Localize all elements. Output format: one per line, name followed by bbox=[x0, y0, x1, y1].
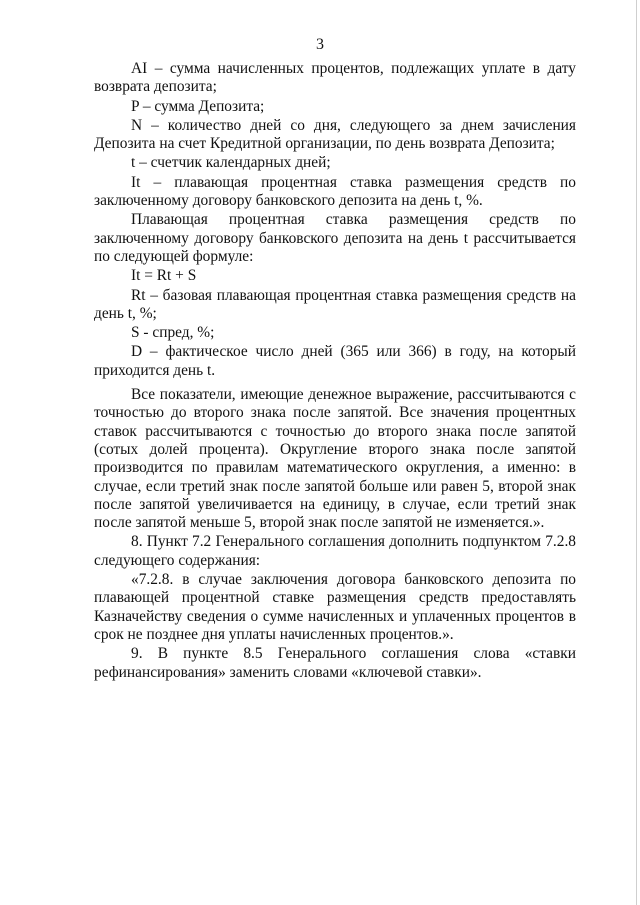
paragraph-t-definition: t – счетчик календарных дней; bbox=[131, 154, 331, 172]
paragraph-ai-definition: AI – сумма начисленных процентов, подлежащих уплате в дату возврата депозита; bbox=[94, 60, 576, 96]
paragraph-rt-definition: Rt – базовая плавающая процентная ставка размещения средств на день t, %; bbox=[94, 286, 576, 322]
paragraph-d-definition: D – фактическое число дней (365 или 366) в году, на который приходится день t. bbox=[94, 343, 576, 379]
paragraph-p-definition: P – сумма Депозита; bbox=[131, 97, 265, 115]
paragraph-item-8: 8. Пункт 7.2 Генерального соглашения дополнить подпунктом 7.2.8 следующего содержания: bbox=[94, 533, 576, 569]
page-edge bbox=[636, 0, 637, 905]
paragraph-rate-intro: Плавающая процентная ставка размещения средств по заключенному договору банковского депозита на день t рассчитывается по следующей формуле: bbox=[94, 211, 576, 265]
document-body bbox=[94, 60, 576, 682]
page-number: 3 bbox=[316, 36, 324, 53]
paragraph-n-definition: N – количество дней со дня, следующего за днем зачисления Депозита на счет Кредитной организации, по день возврата Депозита; bbox=[94, 116, 576, 153]
paragraph-rounding-rules: Все показатели, имеющие денежное выражение, рассчитываются с точностью до второго знака после запятой. Все значения процентных ставок рассчитываются с точностью до второго знака после запятой (сотых долей процента). Округление второго знака после запятой производится по правилам математического округления, а именно: в случае, если третий знак после запятой больше или равен 5, второй знак после запятой увеличивается на единицу, в случае, если третий знак после запятой меньше 5, второй знак после запятой не изменяется.». bbox=[94, 386, 576, 532]
paragraph-s-definition: S - спред, %; bbox=[131, 324, 215, 342]
paragraph-it-definition: It – плавающая процентная ставка размещения средств по заключенному договору банковского депозита на день t, %. bbox=[94, 173, 576, 210]
paragraph-item-7-2-8: «7.2.8. в случае заключения договора банковского депозита по плавающей процентной ставке размещения средств предоставлять Казначейству сведения о сумме начисленных и уплаченных процентов в срок не позднее дня уплаты начисленных процентов.». bbox=[94, 571, 576, 643]
paragraph-item-9: 9. В пункте 8.5 Генерального соглашения слова «ставки рефинансирования» заменить словами «ключевой ставки». bbox=[94, 645, 576, 681]
paragraph-formula: It = Rt + S bbox=[131, 267, 197, 285]
